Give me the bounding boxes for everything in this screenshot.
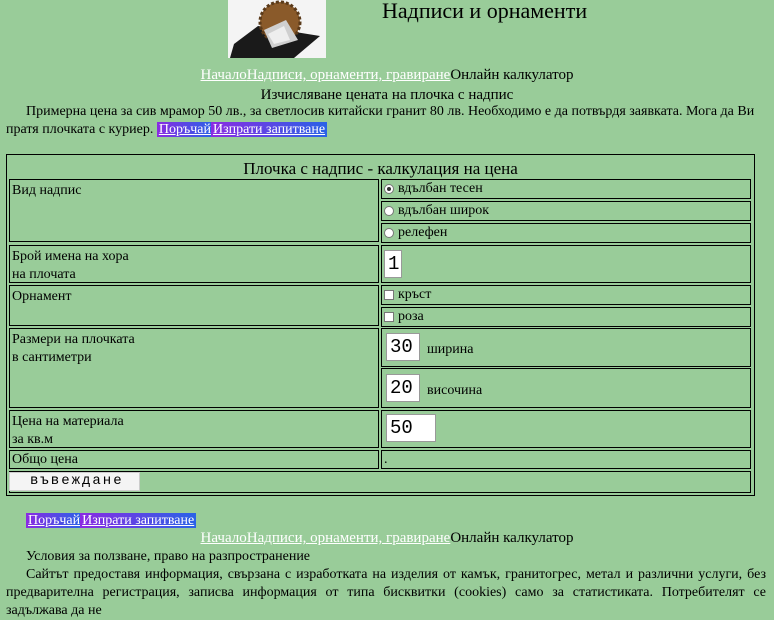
checkbox-icon[interactable]	[384, 290, 394, 300]
type-option-narrow[interactable]	[381, 179, 751, 199]
radio-unchecked-icon[interactable]	[384, 206, 394, 216]
size-label-cell	[9, 328, 379, 408]
ornament-label-cell	[9, 285, 379, 326]
names-count-input[interactable]: 1	[384, 250, 402, 278]
material-label-cell	[9, 410, 379, 448]
names-label-cell	[9, 245, 379, 283]
size-label-line: Размери на плочката	[12, 332, 135, 347]
material-label-line: за кв.м	[12, 432, 54, 447]
total-value-cell	[381, 450, 751, 469]
type-label-cell	[9, 179, 379, 242]
site-logo	[228, 0, 326, 58]
ornament-option-label: роза	[398, 309, 424, 324]
nav-inscriptions-link[interactable]: Надписи, орнаменти, гравиране	[246, 530, 451, 546]
nav-inscriptions-link[interactable]: Надписи, орнаменти, гравиране	[246, 67, 451, 83]
inquiry-link[interactable]: Изпрати запитване	[212, 122, 326, 137]
radio-unchecked-icon[interactable]	[384, 228, 394, 238]
top-nav	[0, 67, 774, 84]
names-label-line: на плочата	[12, 267, 76, 282]
order-link[interactable]: Поръчай	[158, 122, 211, 137]
terms-heading: Условия за ползване, право на разпространение	[26, 549, 311, 564]
total-label-cell	[9, 450, 379, 469]
ornament-option-cross[interactable]	[381, 285, 751, 305]
radio-checked-icon[interactable]	[384, 184, 394, 194]
type-label: Вид надпис	[12, 183, 82, 198]
nav-home-link[interactable]: Начало	[200, 530, 247, 546]
calculator-title: Плочка с надпис - калкулация на цена	[243, 159, 518, 178]
footer-text: Сайтът предоставя информация, свързана с изработката на изделия от камък, гранитогрес, метал и различни услуги, без предварителна регистрация, записва информация от типа бисквитки (cookies) само за статистиката. Потребителят се задължава да не	[6, 567, 766, 618]
height-label: височина	[427, 383, 483, 398]
ornament-option-rose[interactable]	[381, 307, 751, 327]
width-cell	[381, 328, 751, 367]
height-input[interactable]: 20	[386, 374, 420, 402]
nav-home-link[interactable]: Начало	[200, 67, 247, 83]
total-label: Общо цена	[12, 452, 78, 467]
inquiry-link[interactable]: Изпрати запитване	[82, 513, 195, 528]
material-price-input[interactable]: 50	[386, 414, 436, 442]
height-cell	[381, 368, 751, 408]
width-input[interactable]: 30	[386, 333, 420, 361]
checkbox-icon[interactable]	[384, 312, 394, 322]
page-subtitle: Изчисляване цената на плочка с надпис	[260, 87, 514, 103]
type-option-label: релефен	[398, 225, 448, 240]
submit-button[interactable]: въвеждане	[9, 472, 140, 491]
type-option-label: вдълбан широк	[398, 203, 490, 218]
total-value: .	[384, 452, 388, 467]
names-input-cell	[381, 245, 751, 283]
material-input-cell	[381, 410, 751, 448]
names-label-line: Брой имена на хора	[12, 249, 129, 264]
site-title: Надписи и орнаменти	[382, 0, 588, 23]
intro-text	[6, 103, 766, 139]
type-option-relief[interactable]	[381, 223, 751, 243]
calculator-table	[6, 154, 755, 496]
order-link[interactable]: Поръчай	[28, 513, 81, 528]
bottom-nav	[0, 530, 774, 547]
saw-blade-logo-icon	[228, 0, 326, 58]
width-label: ширина	[427, 342, 474, 357]
nav-calculator-current: Онлайн калкулатор	[450, 530, 574, 546]
ornament-label: Орнамент	[12, 289, 72, 304]
type-option-wide[interactable]	[381, 201, 751, 221]
nav-calculator-current: Онлайн калкулатор	[450, 67, 574, 83]
bottom-action-links	[26, 513, 196, 529]
ornament-option-label: кръст	[398, 287, 432, 302]
size-label-line: в сантиметри	[12, 350, 92, 365]
intro-paragraph: Примерна цена за сив мрамор 50 лв., за светлосив китайски гранит 80 лв. Необходимо е да потвърдя заявката. Мога да Ви пратя плочката с куриер.	[6, 104, 755, 137]
type-option-label: вдълбан тесен	[398, 181, 483, 196]
material-label-line: Цена на материала	[12, 414, 124, 429]
